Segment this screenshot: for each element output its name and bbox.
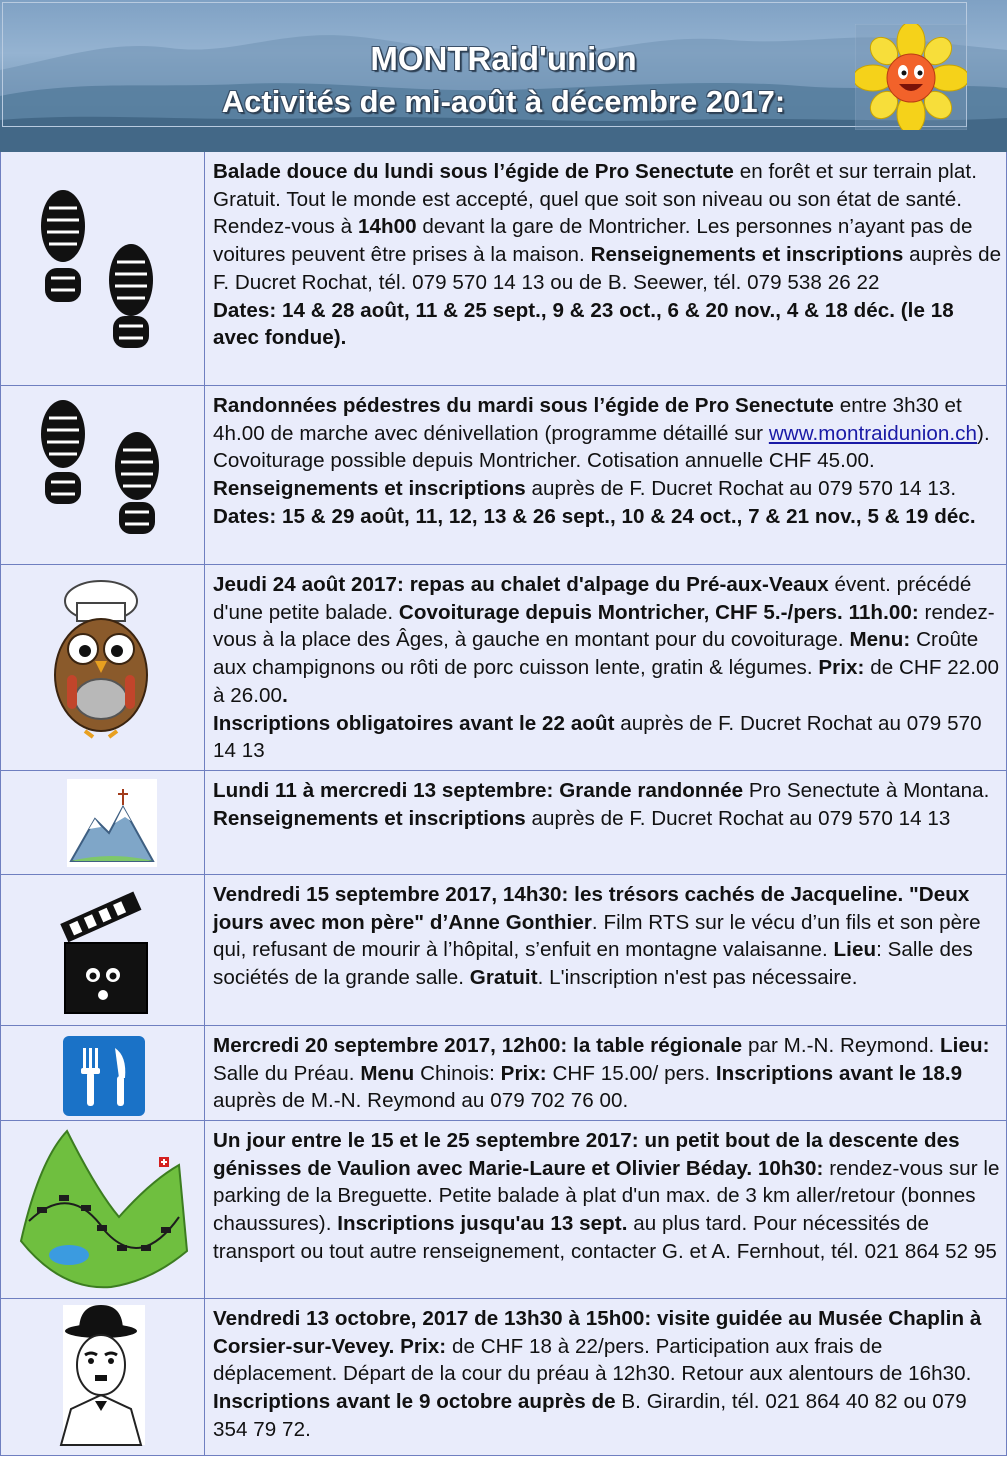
activity-text: auprès de F. Ducret Rochat, tél. 079 570 14 13 ou de B. Seewer, tél. 079 538 26 22 — [213, 243, 1002, 294]
price-label: Prix: — [500, 1061, 547, 1085]
registration-deadline: Inscriptions obligatoires avant le 22 août — [213, 711, 615, 735]
activity-time: 14h00 — [357, 215, 417, 239]
activity-title: Jeudi 24 août 2017: repas au chalet d'alpage du Pré-aux-Veaux — [213, 573, 829, 596]
activity-row — [0, 875, 1007, 1026]
activity-highlight: Covoiturage depuis Montricher, CHF 5.-/pers. 11h.00: — [398, 600, 925, 624]
activity-row — [0, 152, 1007, 386]
footprints-icon — [1, 152, 204, 386]
activity-row — [0, 386, 1007, 565]
mountain-icon — [1, 771, 204, 875]
activity-text: : Salle des sociétés de la grande salle. — [213, 938, 973, 990]
footprints-icon — [1, 386, 204, 565]
activity-text: de CHF 18 à 22/pers. Participation aux frais de déplacement. Départ de la cour du préau à 12h30. Retour aux alentours de 16h30. — [213, 1334, 972, 1386]
page-title: MONTRaid'union — [370, 40, 637, 77]
activity-title: Mercredi 20 septembre 2017, 12h00: la table régionale — [213, 1034, 743, 1057]
price-label: Prix: — [818, 656, 865, 680]
website-link[interactable]: www.montraidunion.ch — [768, 421, 978, 445]
activity-description — [213, 392, 1003, 531]
cattle-descent-icon — [1, 1121, 204, 1299]
activity-description — [213, 158, 1003, 352]
activity-description — [213, 1127, 1003, 1266]
activity-row — [0, 1299, 1007, 1456]
activity-text: auprès de F. Ducret Rochat au 079 570 14 13 — [525, 806, 951, 830]
activity-row — [0, 565, 1007, 771]
registration-label: Renseignements et inscriptions — [213, 477, 526, 501]
location-label: Lieu — [833, 938, 877, 962]
menu-label: Menu: — [849, 628, 911, 652]
activity-title: Lundi 11 à mercredi 13 septembre: Grande randonnée — [213, 779, 744, 802]
activity-text: Chinois: — [414, 1061, 501, 1085]
activity-title: Randonnées pédestres du mardi sous l’égide de Pro Senectute — [213, 394, 834, 417]
activity-row — [0, 1026, 1007, 1121]
header-banner — [0, 0, 1007, 153]
activity-title: Balade douce du lundi sous l’égide de Pro Senectute — [213, 160, 734, 183]
activity-text: Croûte aux champignons ou rôti de porc cuisson lente, gratin & légumes. — [213, 628, 979, 680]
registration-deadline: Inscriptions avant le 9 octobre auprès de — [213, 1390, 616, 1414]
activity-title: Vendredi 13 octobre, 2017 de 13h30 à 15h00: visite guidée au Musée Chaplin à Corsier-sur-Vevey. Prix: — [213, 1307, 982, 1358]
activity-row — [0, 1121, 1007, 1299]
activity-title: Vendredi 15 septembre 2017, 14h30: les trésors cachés de Jacqueline. "Deux jours avec mon père" d’Anne Gonthier — [213, 883, 970, 934]
activity-title: Un jour entre le 15 et le 25 septembre 2017: un petit bout de la descente des génisses de Vaulion avec Marie-Laure et Olivier Béday. 10h30: — [213, 1129, 960, 1180]
activity-text: auprès de F. Ducret Rochat au 079 570 14 13. — [525, 477, 957, 501]
page-subtitle: Activités de mi-août à décembre 2017: — [221, 84, 786, 119]
activity-text: . L'inscription n'est pas nécessaire. — [537, 966, 858, 990]
registration-label: Renseignements et inscriptions — [590, 243, 904, 267]
restaurant-icon — [1, 1026, 204, 1121]
registration-label: Renseignements et inscriptions — [213, 806, 526, 830]
chaplin-icon — [1, 1299, 204, 1456]
activity-text: de CHF 22.00 à 26.00 — [213, 656, 1000, 707]
activity-text: . — [282, 683, 288, 707]
activity-dates: Dates: 14 & 28 août, 11 & 25 sept., 9 & 23 oct., 6 & 20 nov., 4 & 18 déc. (le 18 avec fondue). — [213, 298, 954, 350]
activity-text: par M.-N. Reymond. — [742, 1034, 941, 1057]
free-label: Gratuit — [469, 966, 538, 990]
location-label: Lieu: — [940, 1034, 990, 1057]
activity-text: . Film RTS sur le vécu d’un fils et son père qui, refusant de mourir à l’hôpital, s’enfuit en montagne valaisanne. — [213, 910, 981, 962]
activity-row — [0, 771, 1007, 875]
activity-text: Salle du Préau. — [213, 1061, 361, 1085]
activity-text: auprès de M.-N. Reymond au 079 702 76 00. — [213, 1089, 629, 1113]
activity-text: Pro Senectute à Montana. — [743, 779, 990, 802]
clapperboard-icon — [1, 875, 204, 1026]
activity-description — [213, 777, 1003, 832]
owl-chef-icon — [1, 565, 204, 771]
activity-text: CHF 15.00/ pers. — [546, 1061, 716, 1085]
activity-text: ). Covoiturage possible depuis Montricher. Cotisation annuelle CHF 45.00. — [213, 421, 990, 473]
activity-dates: Dates: 15 & 29 août, 11, 12, 13 & 26 sept., 10 & 24 oct., 7 & 21 nov., 5 & 19 déc. — [213, 504, 976, 528]
activity-description — [213, 1305, 1003, 1444]
activity-text: entre 3h30 et 4h.00 de marche avec dénivellation (programme détaillé sur — [213, 394, 962, 445]
activity-text: rendez-vous à la place des Âges, à gauche en montant pour du covoiturage. — [213, 600, 995, 652]
activity-text: devant la gare de Montricher. Les personnes n’ayant pas de voitures peuvent être prises à la maison. — [213, 215, 973, 267]
registration-deadline: Inscriptions avant le 18.9 — [715, 1061, 963, 1085]
activity-text: en forêt et sur terrain plat. Gratuit. Tout le monde est accepté, quel que soit son niveau ou son état de santé. Rendez-vous à — [213, 160, 977, 239]
registration-deadline: Inscriptions jusqu'au 13 sept. — [337, 1212, 628, 1236]
activity-text: au plus tard. Pour nécessités de transport ou tout autre renseignement, contacter G. et A. Fernhout, tél. 021 864 52 95 — [213, 1212, 997, 1263]
activity-text: auprès de F. Ducret Rochat au 079 570 14 13 — [213, 711, 982, 763]
activity-text: rendez-vous sur le parking de la Breguette. Petite balade à plat d'un max. de 3 km aller/retour (bonnes chaussures). — [213, 1156, 1000, 1236]
activity-text: B. Girardin, tél. 021 864 40 82 ou 079 354 79 72. — [213, 1390, 967, 1441]
activity-description — [213, 1032, 1003, 1115]
activity-description — [213, 571, 1003, 765]
activity-text: évent. précédé d'une petite balade. — [213, 573, 972, 624]
sun-flower-mascot-icon — [855, 24, 967, 130]
menu-label: Menu — [360, 1061, 415, 1085]
activity-description — [213, 881, 1003, 992]
